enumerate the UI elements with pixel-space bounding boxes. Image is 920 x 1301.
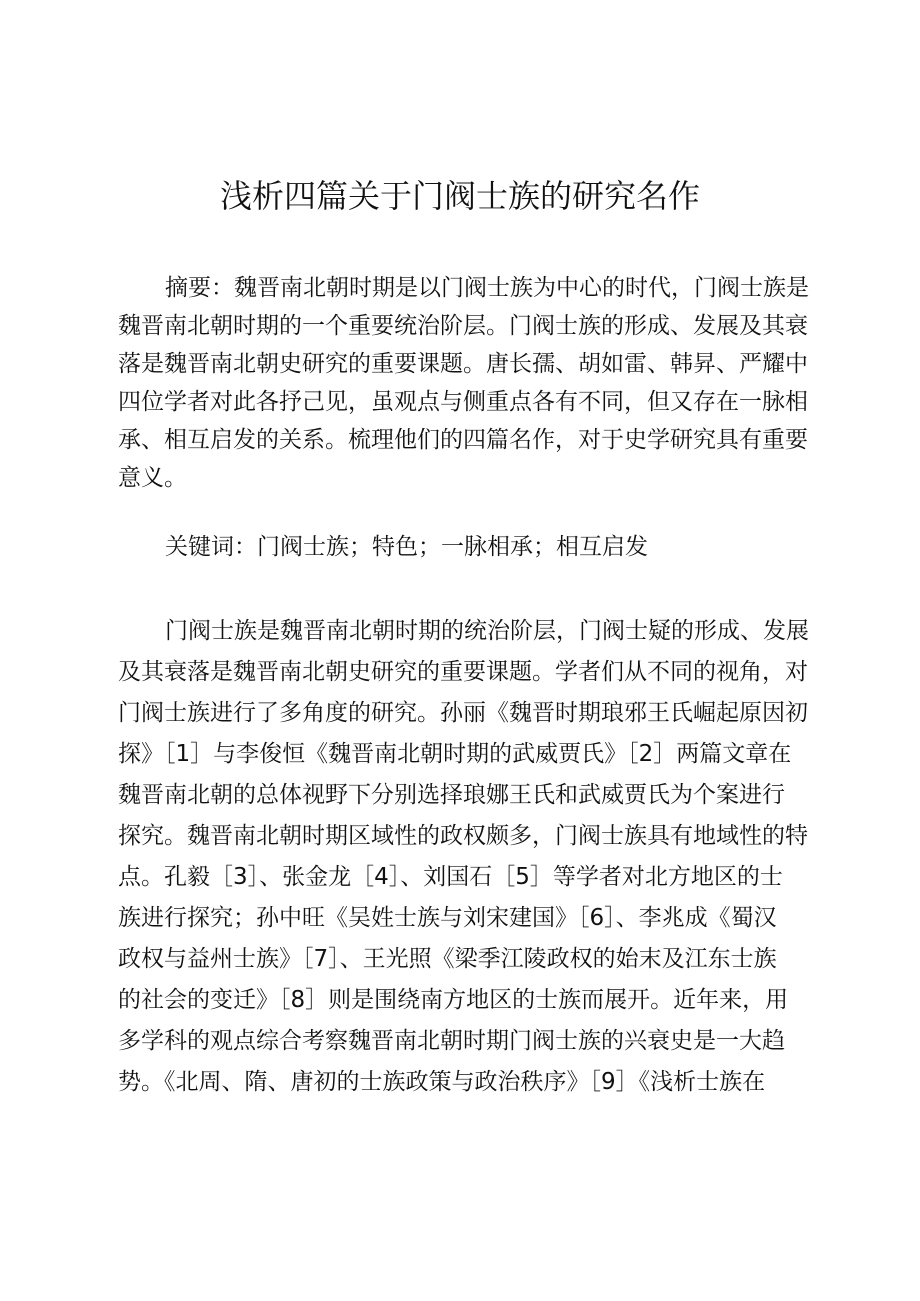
body-line: 的社会的变迁》［8］则是围绕南方地区的士族而展开。近年来，用 [118,987,789,1013]
body-line: 势。《北周、隋、唐初的士族政策与政治秩序》［9］《浅析士族在 [118,1069,766,1095]
body-line: 魏晋南北朝的总体视野下分别选择琅娜王氏和武威贾氏为个案进行 [118,782,785,808]
body-line: 探》［1］与李俊恒《魏晋南北朝时期的武威贾氏》［2］两篇文章在 [118,741,792,767]
body-line: 门阀士族是魏晋南北朝时期的统治阶层，门阀士疑的形成、发展 [165,618,809,644]
body-line: 族进行探究；孙中旺《吴姓士族与刘宋建国》［6］、李兆成《蜀汉 [118,905,777,931]
keywords: 关键词：门阀士族；特色；一脉相承；相互启发 [165,534,648,560]
body-line: 多学科的观点综合考察魏晋南北朝时期门阀士族的兴衰史是一大趋 [118,1028,785,1054]
body-line: 门阀士族进行了多角度的研究。孙丽《魏晋时期琅邪王氏崛起原因初 [118,700,808,726]
page-title: 浅析四篇关于门阀士族的研究名作 [219,177,700,215]
body-line: 政权与益州士族》［7］、王光照《梁季江陵政权的始末及江东士族 [118,946,777,972]
abstract-line: 摘要：魏晋南北朝时期是以门阀士族为中心的时代，门阀士族是 [165,275,809,301]
abstract-line: 承、相互启发的关系。梳理他们的四篇名作，对于史学研究具有重要 [118,427,808,453]
body-line: 探究。魏晋南北朝时期区域性的政权颇多，门阀士族具有地域性的特 [118,823,808,849]
abstract-line: 落是魏晋南北朝史研究的重要课题。唐长孺、胡如雷、韩昇、严耀中 [118,351,808,377]
abstract-line: 四位学者对此各抒己见，虽观点与侧重点各有不同，但又存在一脉相 [118,389,808,415]
abstract-line: 魏晋南北朝时期的一个重要统治阶层。门阀士族的形成、发展及其衰 [118,313,808,339]
body-line: 及其衰落是魏晋南北朝史研究的重要课题。学者们从不同的视角，对 [118,659,808,685]
abstract-line: 意义。 [118,465,187,491]
body-line: 点。孔毅［3］、张金龙［4］、刘国石［5］等学者对北方地区的士 [118,864,783,890]
